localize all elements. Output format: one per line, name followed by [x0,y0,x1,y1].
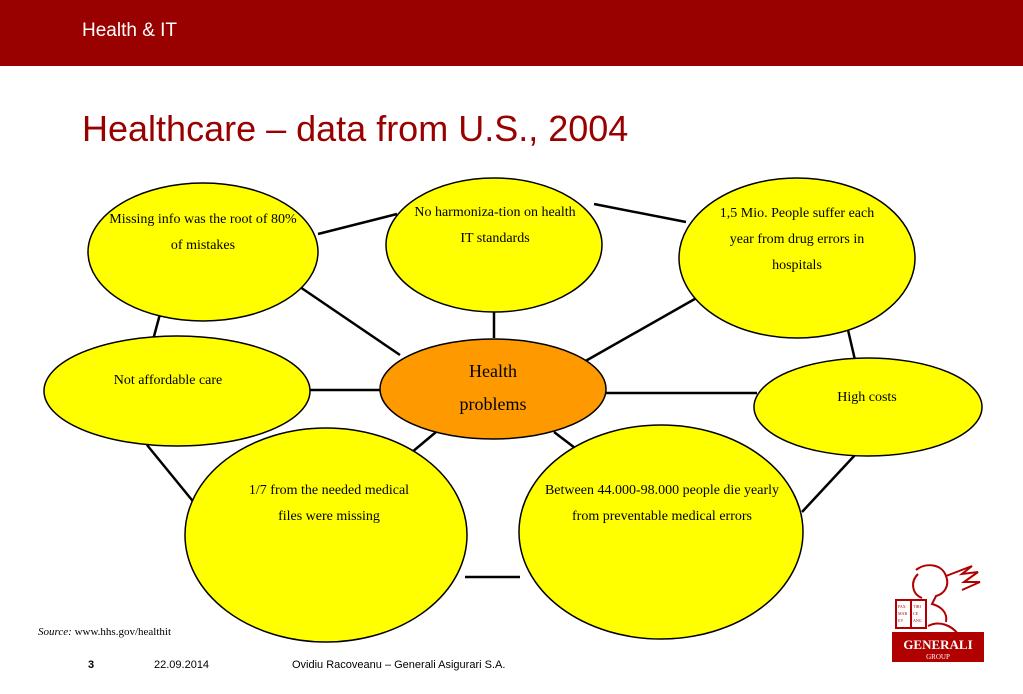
svg-text:TIBI: TIBI [913,604,921,609]
node-preventable-errors [519,425,803,639]
connector-line [318,214,397,234]
node-center-label: Health problems [459,361,527,414]
node-missing-info-label: Missing info was the root of 80% of mistakes [109,212,297,253]
source-note [38,626,171,638]
node-no-harmonization-label: No harmoniza-tion on health IT standards [414,205,576,246]
node-not-affordable-label: Not affordable care [113,373,223,388]
generali-logo [888,560,988,664]
svg-text:CE: CE [913,611,919,616]
connector-line [300,287,400,355]
page-number: 3 [88,659,95,671]
lion-icon [896,565,980,634]
node-high-costs-label: High costs [837,390,897,405]
node-preventable-errors-label: Between 44.000-98.000 people die yearly from preventable medical errors [544,483,780,524]
svg-text:PAX: PAX [898,604,906,609]
svg-text:MAR: MAR [898,611,908,616]
footer-author: Ovidiu Racoveanu – Generali Asigurari S.A. [292,659,506,671]
source-label: Source: [38,626,72,638]
header-title: Health & IT [82,20,178,41]
source-url: www.hhs.gov/healthit [71,626,172,638]
connector-line [147,445,196,505]
logo-brand: GENERALI [903,637,973,652]
footer-date: 22.09.2014 [154,659,210,671]
logo-group: GROUP [926,653,950,661]
connector-line [594,204,686,222]
svg-text:EV: EV [898,618,904,623]
connector-line [848,330,855,360]
connector-line [582,296,700,363]
svg-text:ANG: ANG [913,618,922,623]
connector-line [802,455,855,512]
node-missing-files-label: 1/7 from the needed medical files were missing [248,483,410,524]
node-drug-errors-label: 1,5 Mio. People suffer each year from drug errors in hospitals [719,206,875,273]
node-missing-files [185,428,467,642]
slide-title: Healthcare – data from U.S., 2004 [82,108,629,149]
connector-line [554,432,575,448]
